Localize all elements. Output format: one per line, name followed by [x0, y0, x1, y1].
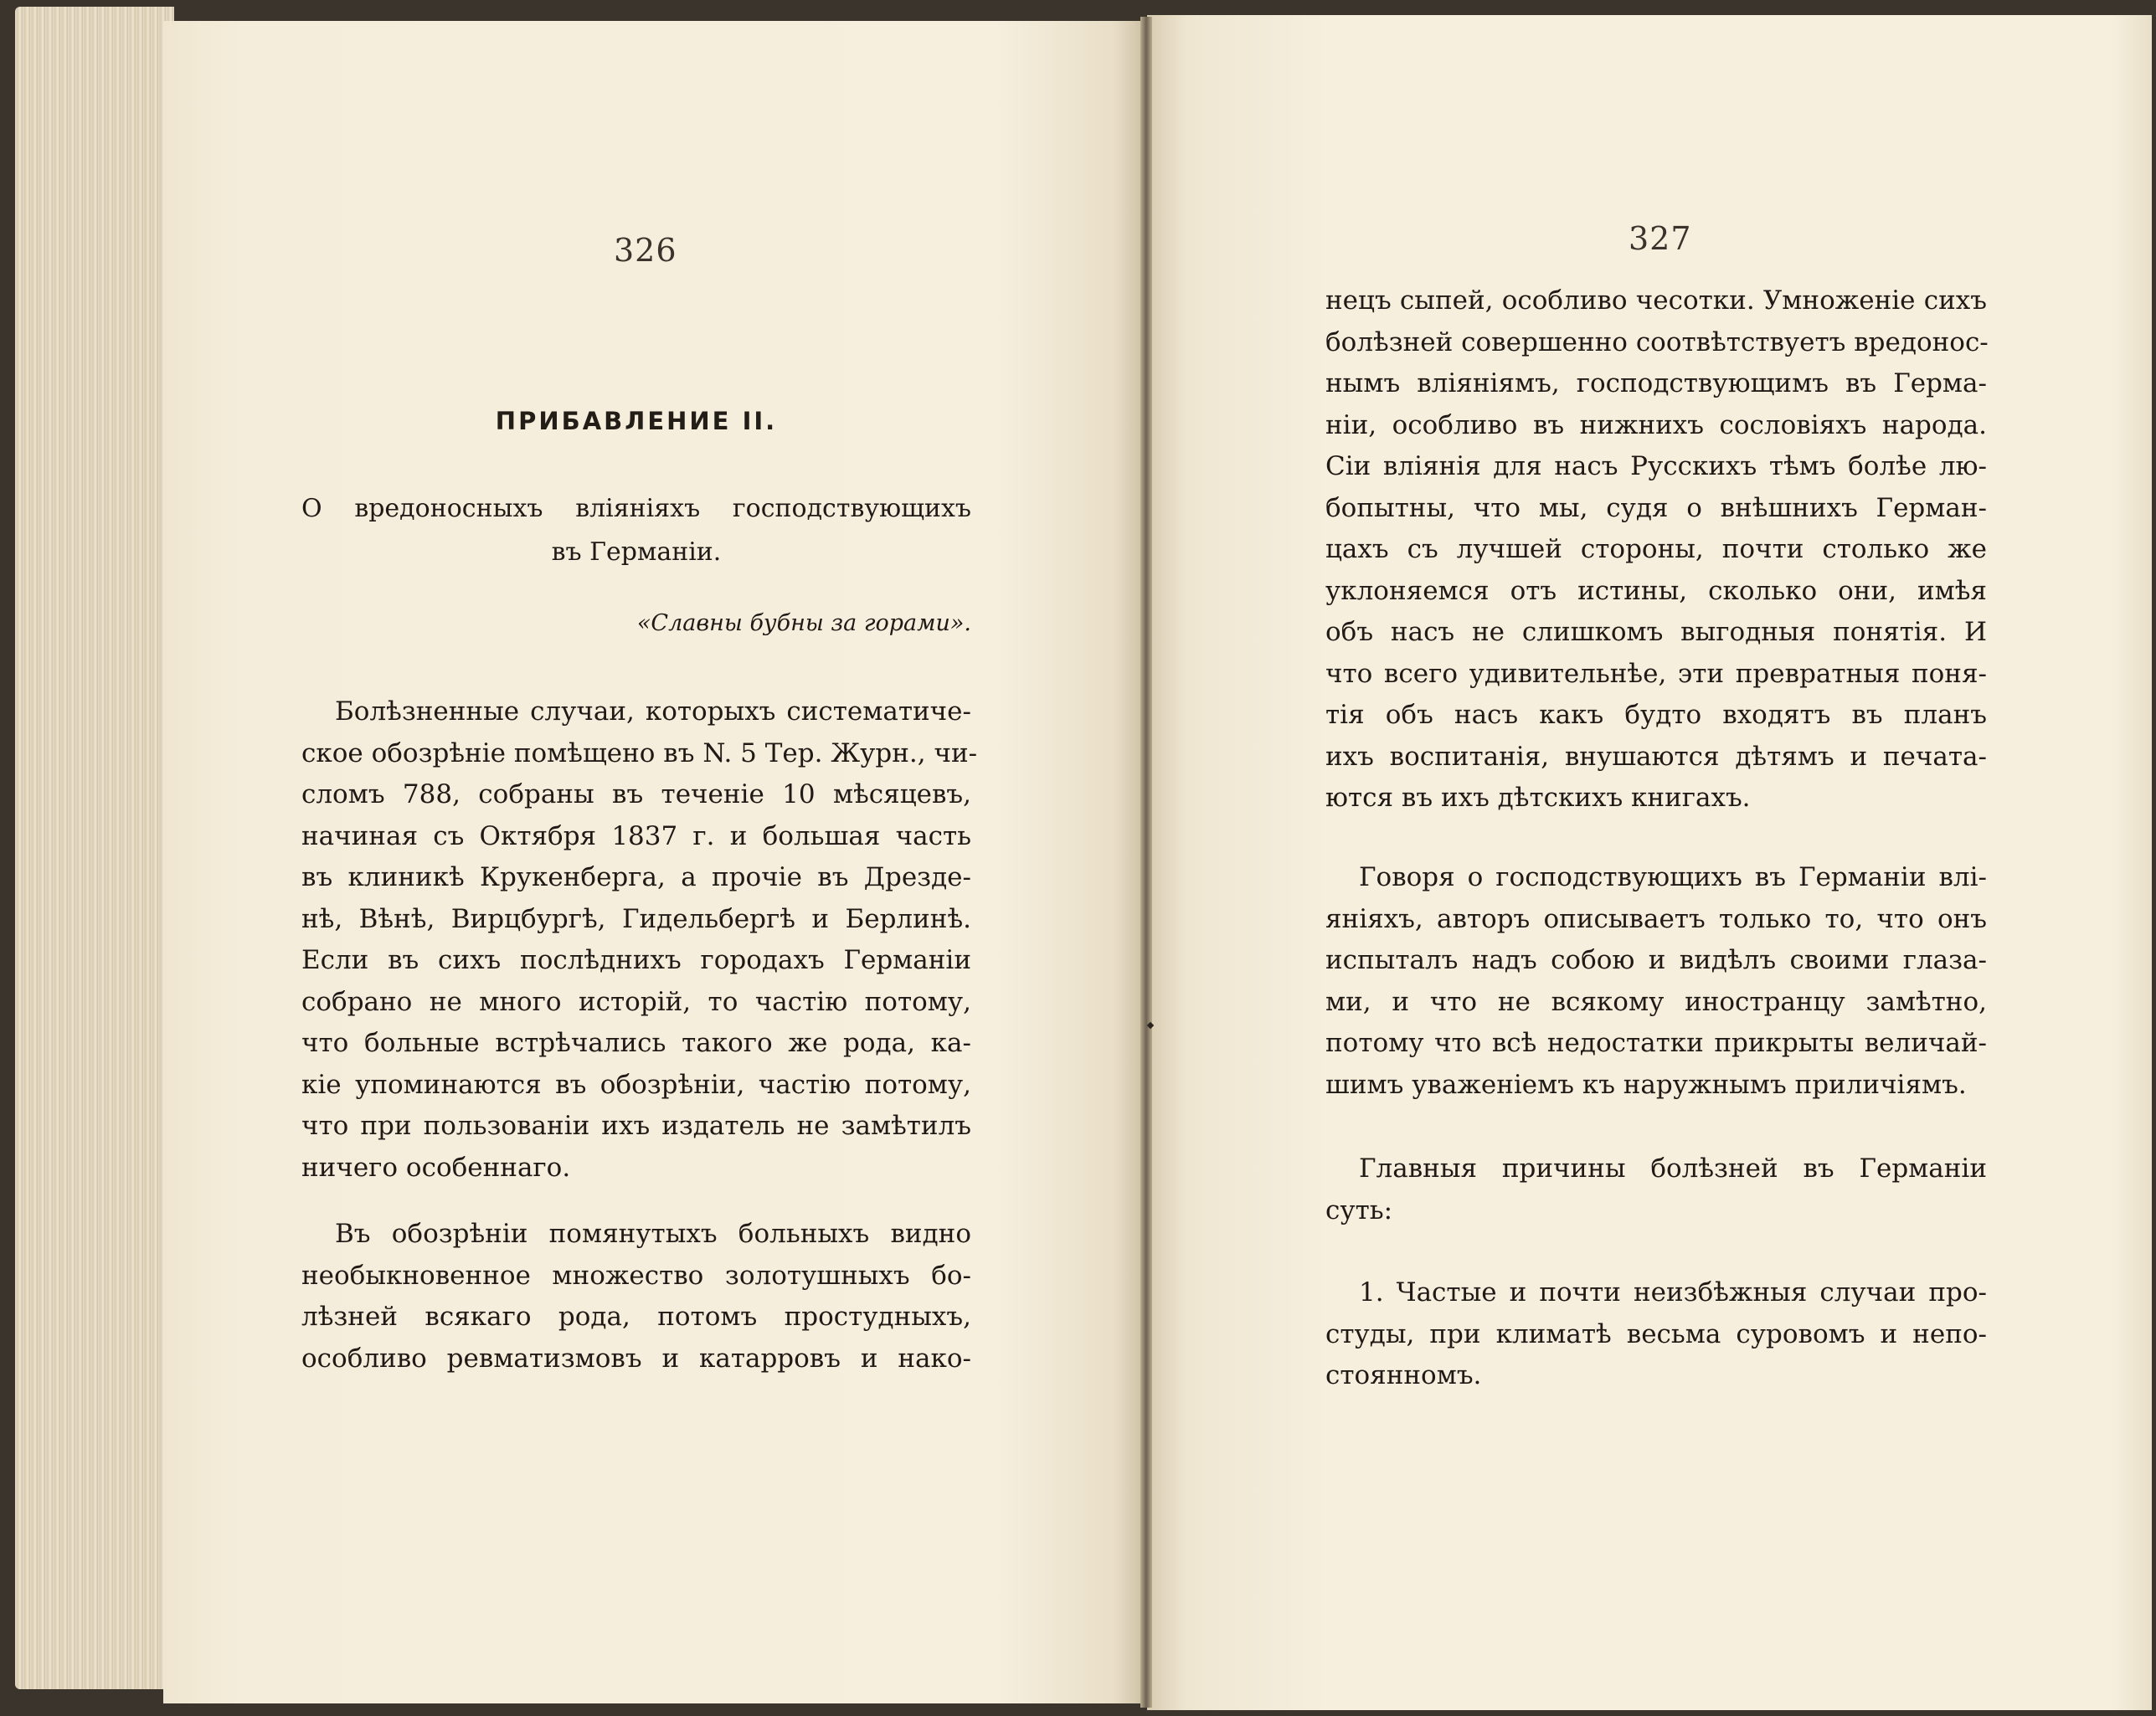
text-line: стоянномъ. — [1325, 1360, 1482, 1390]
text-line: Если въ сихъ послѣднихъ городахъ Германіи — [301, 945, 971, 975]
text-line: ми, и что не всякому иностранцу замѣтно, — [1325, 986, 1987, 1017]
text-line: ское обозрѣніе помѣщено въ N. 5 Тер. Журн., чи- — [301, 737, 978, 768]
text-line: испыталъ надъ собою и видѣлъ своими глаза- — [1325, 945, 1987, 975]
text-line: Въ обозрѣніи помянутыхъ больныхъ видно — [335, 1219, 971, 1249]
left-paragraph-2 — [301, 1214, 971, 1379]
text-line: цахъ съ лучшей стороны, почти столько же — [1325, 534, 1987, 564]
page-number-right: 327 — [1629, 220, 1692, 257]
section-subtitle — [301, 487, 971, 574]
text-line: ніи, особливо въ нижнихъ сословіяхъ народа. — [1325, 409, 1987, 440]
right-paragraph-2 — [1325, 857, 1987, 1106]
subtitle-line: О вредоносныхъ вліяніяхъ господствующихъ — [301, 494, 971, 523]
page-edges — [15, 7, 174, 1689]
text-line: Говоря о господствующихъ въ Германіи влі- — [1359, 862, 1987, 892]
text-line: что больные встрѣчались такого же рода, ка- — [301, 1028, 971, 1058]
text-line: Болѣзненные случаи, которыхъ систематиче- — [335, 696, 971, 727]
text-line: ются въ ихъ дѣтскихъ книгахъ. — [1325, 783, 1751, 813]
text-line: яніяхъ, авторъ описываетъ только то, что онъ — [1325, 903, 1987, 934]
text-line: ничего особеннаго. — [301, 1152, 571, 1183]
text-line: ихъ воспитанія, внушаются дѣтямъ и печата- — [1325, 741, 1987, 772]
text-line: тія объ насъ какъ будто входятъ въ планъ — [1325, 700, 1987, 730]
page-number-left: 326 — [614, 232, 677, 269]
text-line: шимъ уваженіемъ къ наружнымъ приличіямъ. — [1325, 1069, 1967, 1100]
text-line: необыкновенное множество золотушныхъ бо- — [301, 1260, 971, 1291]
text-line: Сіи вліянія для насъ Русскихъ тѣмъ болѣе лю- — [1325, 451, 1987, 481]
text-line: нымъ вліяніямъ, господствующимъ въ Герма- — [1325, 368, 1987, 398]
text-line: что при пользованіи ихъ издатель не замѣтилъ — [301, 1111, 971, 1141]
text-line: потому что всѣ недостатки прикрыты величай- — [1325, 1028, 1987, 1058]
text-line: что всего удивительнѣе, эти превратныя поня- — [1325, 658, 1987, 689]
section-title: ПРИБАВЛЕНИЕ II. — [495, 407, 778, 435]
right-paragraph-1 — [1325, 280, 1987, 819]
text-line: въ клиникѣ Крукенберга, а прочіе въ Дрезде- — [301, 862, 971, 892]
text-line: уклоняемся отъ истины, сколько они, имѣя — [1325, 575, 1987, 606]
epigraph: «Славны бубны за горами». — [636, 610, 971, 636]
text-line: лѣзней всякаго рода, потомъ простудныхъ, — [301, 1302, 971, 1332]
text-line: Главныя причины болѣзней въ Германіи — [1359, 1153, 1987, 1184]
text-line: нѣ, Вѣнѣ, Вирцбургѣ, Гидельбергѣ и Берлинѣ. — [301, 903, 971, 934]
text-line: собрано не много исторій, то частію потому, — [301, 986, 971, 1017]
text-line: сломъ 788, собраны въ теченіе 10 мѣсяцевъ, — [301, 779, 971, 809]
right-paragraph-4 — [1325, 1272, 1987, 1397]
text-line: суть: — [1325, 1195, 1393, 1225]
text-line: особливо ревматизмовъ и катарровъ и нако- — [301, 1343, 971, 1374]
book-gutter — [1140, 17, 1152, 1708]
text-line: кіе упоминаются въ обозрѣніи, частію потому, — [301, 1069, 971, 1100]
text-line: 1. Частые и почти неизбѣжныя случаи про- — [1359, 1277, 1987, 1308]
text-line: нецъ сыпей, особливо чесотки. Умноженіе сихъ — [1325, 285, 1987, 316]
text-line: болѣзней совершенно соотвѣтствуетъ вредонос- — [1325, 326, 1989, 357]
text-line: студы, при климатѣ весьма суровомъ и непо- — [1325, 1318, 1987, 1349]
text-line: начиная съ Октября 1837 г. и большая часть — [301, 820, 971, 851]
right-paragraph-3 — [1325, 1148, 1987, 1231]
subtitle-line: въ Германіи. — [551, 537, 722, 567]
text-line: бопытны, что мы, судя о внѣшнихъ Герман- — [1325, 492, 1987, 523]
text-line: объ насъ не слишкомъ выгодныя понятія. И — [1325, 617, 1987, 647]
left-paragraph-1 — [301, 691, 978, 1189]
